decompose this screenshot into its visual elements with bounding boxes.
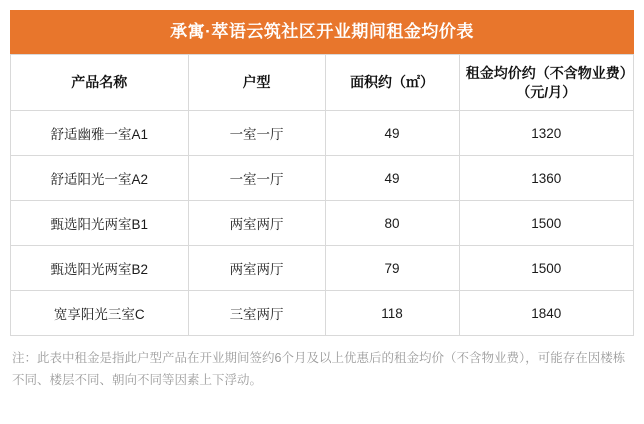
cell-product: 宽享阳光三室C (11, 291, 189, 336)
column-header-layout: 户型 (188, 55, 325, 111)
footnote: 注：此表中租金是指此户型产品在开业期间签约6个月及以上优惠后的租金均价（不含物业费），可能存在因楼栋不同、楼层不同、朝向不同等因素上下浮动。 (12, 351, 626, 387)
table-body (11, 111, 634, 336)
table-row (11, 201, 634, 246)
cell-area: 118 (325, 291, 459, 336)
price-table (10, 54, 634, 336)
cell-area: 79 (325, 246, 459, 291)
cell-area: 49 (325, 111, 459, 156)
cell-product: 甄选阳光两室B2 (11, 246, 189, 291)
column-header-area: 面积约（㎡） (325, 55, 459, 111)
cell-area: 49 (325, 156, 459, 201)
cell-price: 1320 (459, 111, 633, 156)
table-row (11, 111, 634, 156)
cell-layout: 一室一厅 (188, 156, 325, 201)
cell-area: 80 (325, 201, 459, 246)
cell-layout: 两室两厅 (188, 246, 325, 291)
cell-price: 1360 (459, 156, 633, 201)
table-row (11, 156, 634, 201)
cell-layout: 两室两厅 (188, 201, 325, 246)
cell-layout: 三室两厅 (188, 291, 325, 336)
page-title: 承寓·萃语云筑社区开业期间租金均价表 (10, 10, 634, 54)
table-header-row (11, 55, 634, 111)
table-row (11, 291, 634, 336)
cell-layout: 一室一厅 (188, 111, 325, 156)
column-header-price: 租金均价约（不含物业费）（元/月） (459, 55, 633, 111)
table-header (11, 55, 634, 111)
cell-price: 1840 (459, 291, 633, 336)
column-header-product: 产品名称 (11, 55, 189, 111)
cell-product: 舒适幽雅一室A1 (11, 111, 189, 156)
cell-product: 甄选阳光两室B1 (11, 201, 189, 246)
cell-price: 1500 (459, 246, 633, 291)
cell-product: 舒适阳光一室A2 (11, 156, 189, 201)
cell-price: 1500 (459, 201, 633, 246)
table-row (11, 246, 634, 291)
